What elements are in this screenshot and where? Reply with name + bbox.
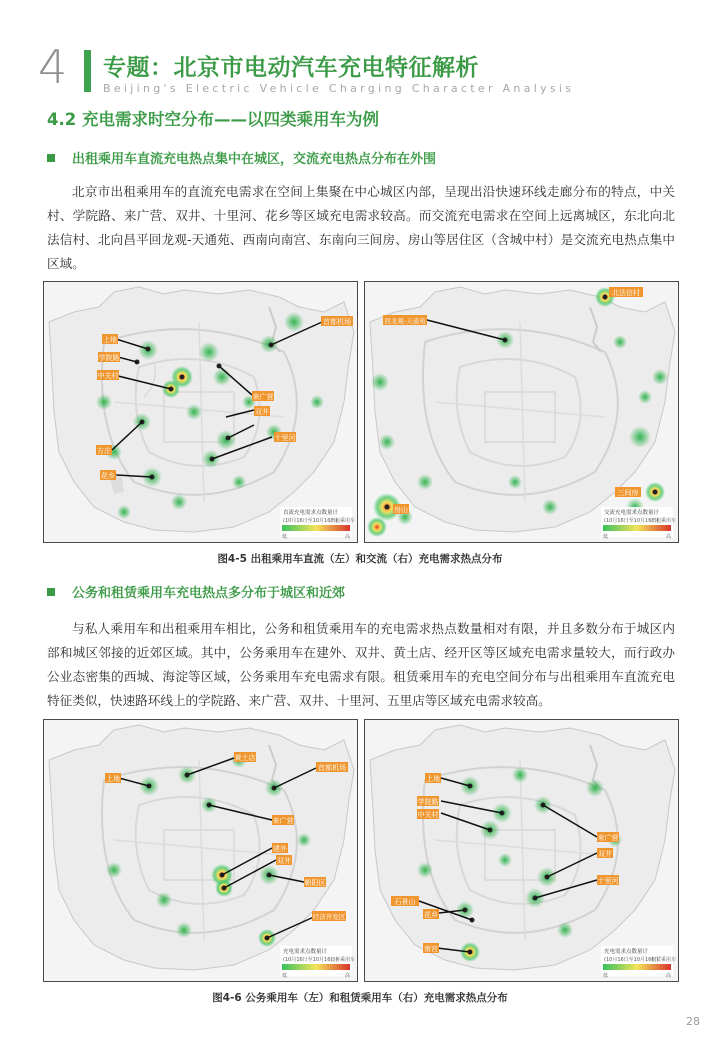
map-taxi-ac-svg (365, 282, 678, 542)
map4-legend-sub: (10月16日至10月16日) (604, 957, 659, 963)
map3-legend-sub2: 公务乘用车 (330, 957, 356, 963)
map3-legend-low: 低 (282, 973, 288, 979)
block1-heading-text: 出租乘用车直流充电热点集中在城区，交流充电热点分布在外围 (72, 152, 437, 167)
map2-label-fangshan: 房山 (394, 506, 408, 514)
map4-label-zhongguancun: 中关村 (417, 811, 439, 819)
map3-label-kaifaqu: 经济开发区 (312, 913, 346, 921)
map4-label-shilihe: 十里河 (597, 877, 619, 885)
map3-legend-sub: (10月16日至10月16日) (283, 957, 338, 963)
map-taxi-dc (43, 281, 358, 543)
section-title: 4.2 充电需求时空分布——以四类乘用车为例 (47, 110, 379, 129)
map1-legend-high: 高 (345, 534, 351, 540)
square-bullet-icon (47, 154, 55, 162)
map1-label-shilihe: 十里河 (274, 434, 296, 442)
map1-legend-sub2: 出租乘用车 (330, 518, 356, 524)
map-rental-svg (365, 720, 678, 981)
map4-label-shuangjing: 双井 (598, 850, 612, 858)
map3-label-jianwai: 建外 (273, 845, 287, 853)
map4-legend-sub2: 租赁乘用车 (651, 957, 677, 963)
square-bullet-icon (47, 588, 55, 596)
map1-label-fangzhuang: 方庄 (97, 447, 111, 455)
map1-label-laiguangying: 来广营 (252, 393, 274, 401)
figure-caption-4-6: 图4-6 公务乘用车（左）和租赁乘用车（右）充电需求热点分布 (212, 992, 508, 1004)
chapter-subtitle: Beijing's Electric Vehicle Charging Character Analysis (103, 82, 575, 95)
map-official-svg (44, 720, 357, 981)
map4-label-nangong: 南宫 (424, 945, 438, 953)
block1-paragraph (47, 180, 675, 276)
map3-label-huangtudian: 黄土店 (234, 754, 256, 762)
map1-label-shuangjing: 双井 (255, 408, 269, 416)
figure-caption-4-5: 图4-5 出租乘用车直流（左）和交流（右）充电需求热点分布 (217, 553, 503, 565)
map-taxi-dc-svg (44, 282, 357, 542)
map2-legend-sub: (10月16日至10月16日) (604, 518, 659, 524)
map1-label-shangdi: 上地 (103, 336, 117, 344)
map1-legend-title: 直流充电需求点数量计 (283, 510, 339, 516)
map2-legend-title: 交流充电需求点数量计 (604, 510, 660, 516)
map3-legend-title: 充电需求点数量计 (283, 949, 328, 955)
map3-legend-high: 高 (345, 973, 351, 979)
map-taxi-ac (364, 281, 679, 543)
map4-label-laiguangying: 来广营 (597, 834, 619, 842)
map-rental (364, 719, 679, 982)
map4-legend-high: 高 (666, 973, 672, 979)
map2-legend-sub2: 出租乘用车 (651, 518, 677, 524)
page-number: 28 (686, 1015, 700, 1028)
block2-heading (47, 582, 345, 601)
map4-label-shangdi: 上地 (426, 775, 440, 783)
map1-legend-sub: (10月16日至10月16日) (283, 518, 338, 524)
map-official (43, 719, 358, 982)
block2-heading-text: 公务和租赁乘用车充电热点多分布于城区和近郊 (72, 586, 346, 601)
block2-paragraph (47, 617, 675, 713)
map4-label-shijingshan: 石景山 (394, 898, 416, 906)
map3-label-shuangjing: 双井 (277, 857, 291, 865)
map2-label-beifaxincun: 北法信村 (612, 289, 640, 297)
chapter-title: 专题：北京市电动汽车充电特征解析 (103, 55, 479, 81)
map2-legend-low: 低 (603, 534, 609, 540)
map1-label-xueyuanlu: 学院路 (98, 354, 120, 362)
block1-paragraph-text: 北京市出租乘用车的直流充电需求在空间上集聚在中心城区内部，呈现出沿快速环线走廊分布的特点，中关村、学院路、来广营、双井、十里河、花乡等区域充电需求较高。而交流充电需求在空间上远离城区，东北向北法信村、北向昌平回龙观-天通苑、西南向南宫、东南向三间房、房山等居住区（含城中村）是交流充电热点集中区域。 (47, 184, 675, 271)
map1-label-huaxiang: 花乡 (101, 472, 115, 480)
map3-label-chaoyang: 朝阳区 (304, 879, 326, 887)
map2-legend-high: 高 (666, 534, 672, 540)
map3-label-shangdi: 上地 (106, 775, 120, 783)
map2-label-sanjianfang: 三间房 (617, 489, 639, 497)
map1-label-zhongguancun: 中关村 (97, 372, 119, 380)
map1-label-capital-airport: 首都机场 (323, 318, 351, 326)
block1-heading (47, 148, 436, 167)
chapter-divider-bar (84, 50, 91, 92)
map4-label-huaxiang: 花乡 (424, 911, 438, 919)
map4-label-xueyuanlu: 学院路 (417, 798, 439, 806)
map1-legend-low: 低 (282, 534, 288, 540)
map4-legend-title: 充电需求点数量计 (604, 949, 649, 955)
map3-label-capital-airport: 首都机场 (318, 764, 346, 772)
map2-label-huilongguan: 回龙观-天通苑 (384, 317, 426, 325)
map3-label-laiguangying: 来广营 (272, 817, 294, 825)
chapter-number: 4 (38, 40, 68, 94)
block2-paragraph-text: 与私人乘用车和出租乘用车相比，公务和租赁乘用车的充电需求热点数量相对有限，并且多数分布于城区内部和城区邻接的近郊区域。其中，公务乘用车在建外、双井、黄土店、经开区等区域充电需求量较大，而行政办公业态密集的西城、海淀等区域，公务乘用车充电需求有限。租赁乘用车的充电空间分布与出租乘用车直流充电特征类似，快速路环线上的学院路、来广营、双井、十里河、五里店等区域充电需求较高。 (47, 621, 675, 708)
map4-legend-low: 低 (603, 973, 609, 979)
